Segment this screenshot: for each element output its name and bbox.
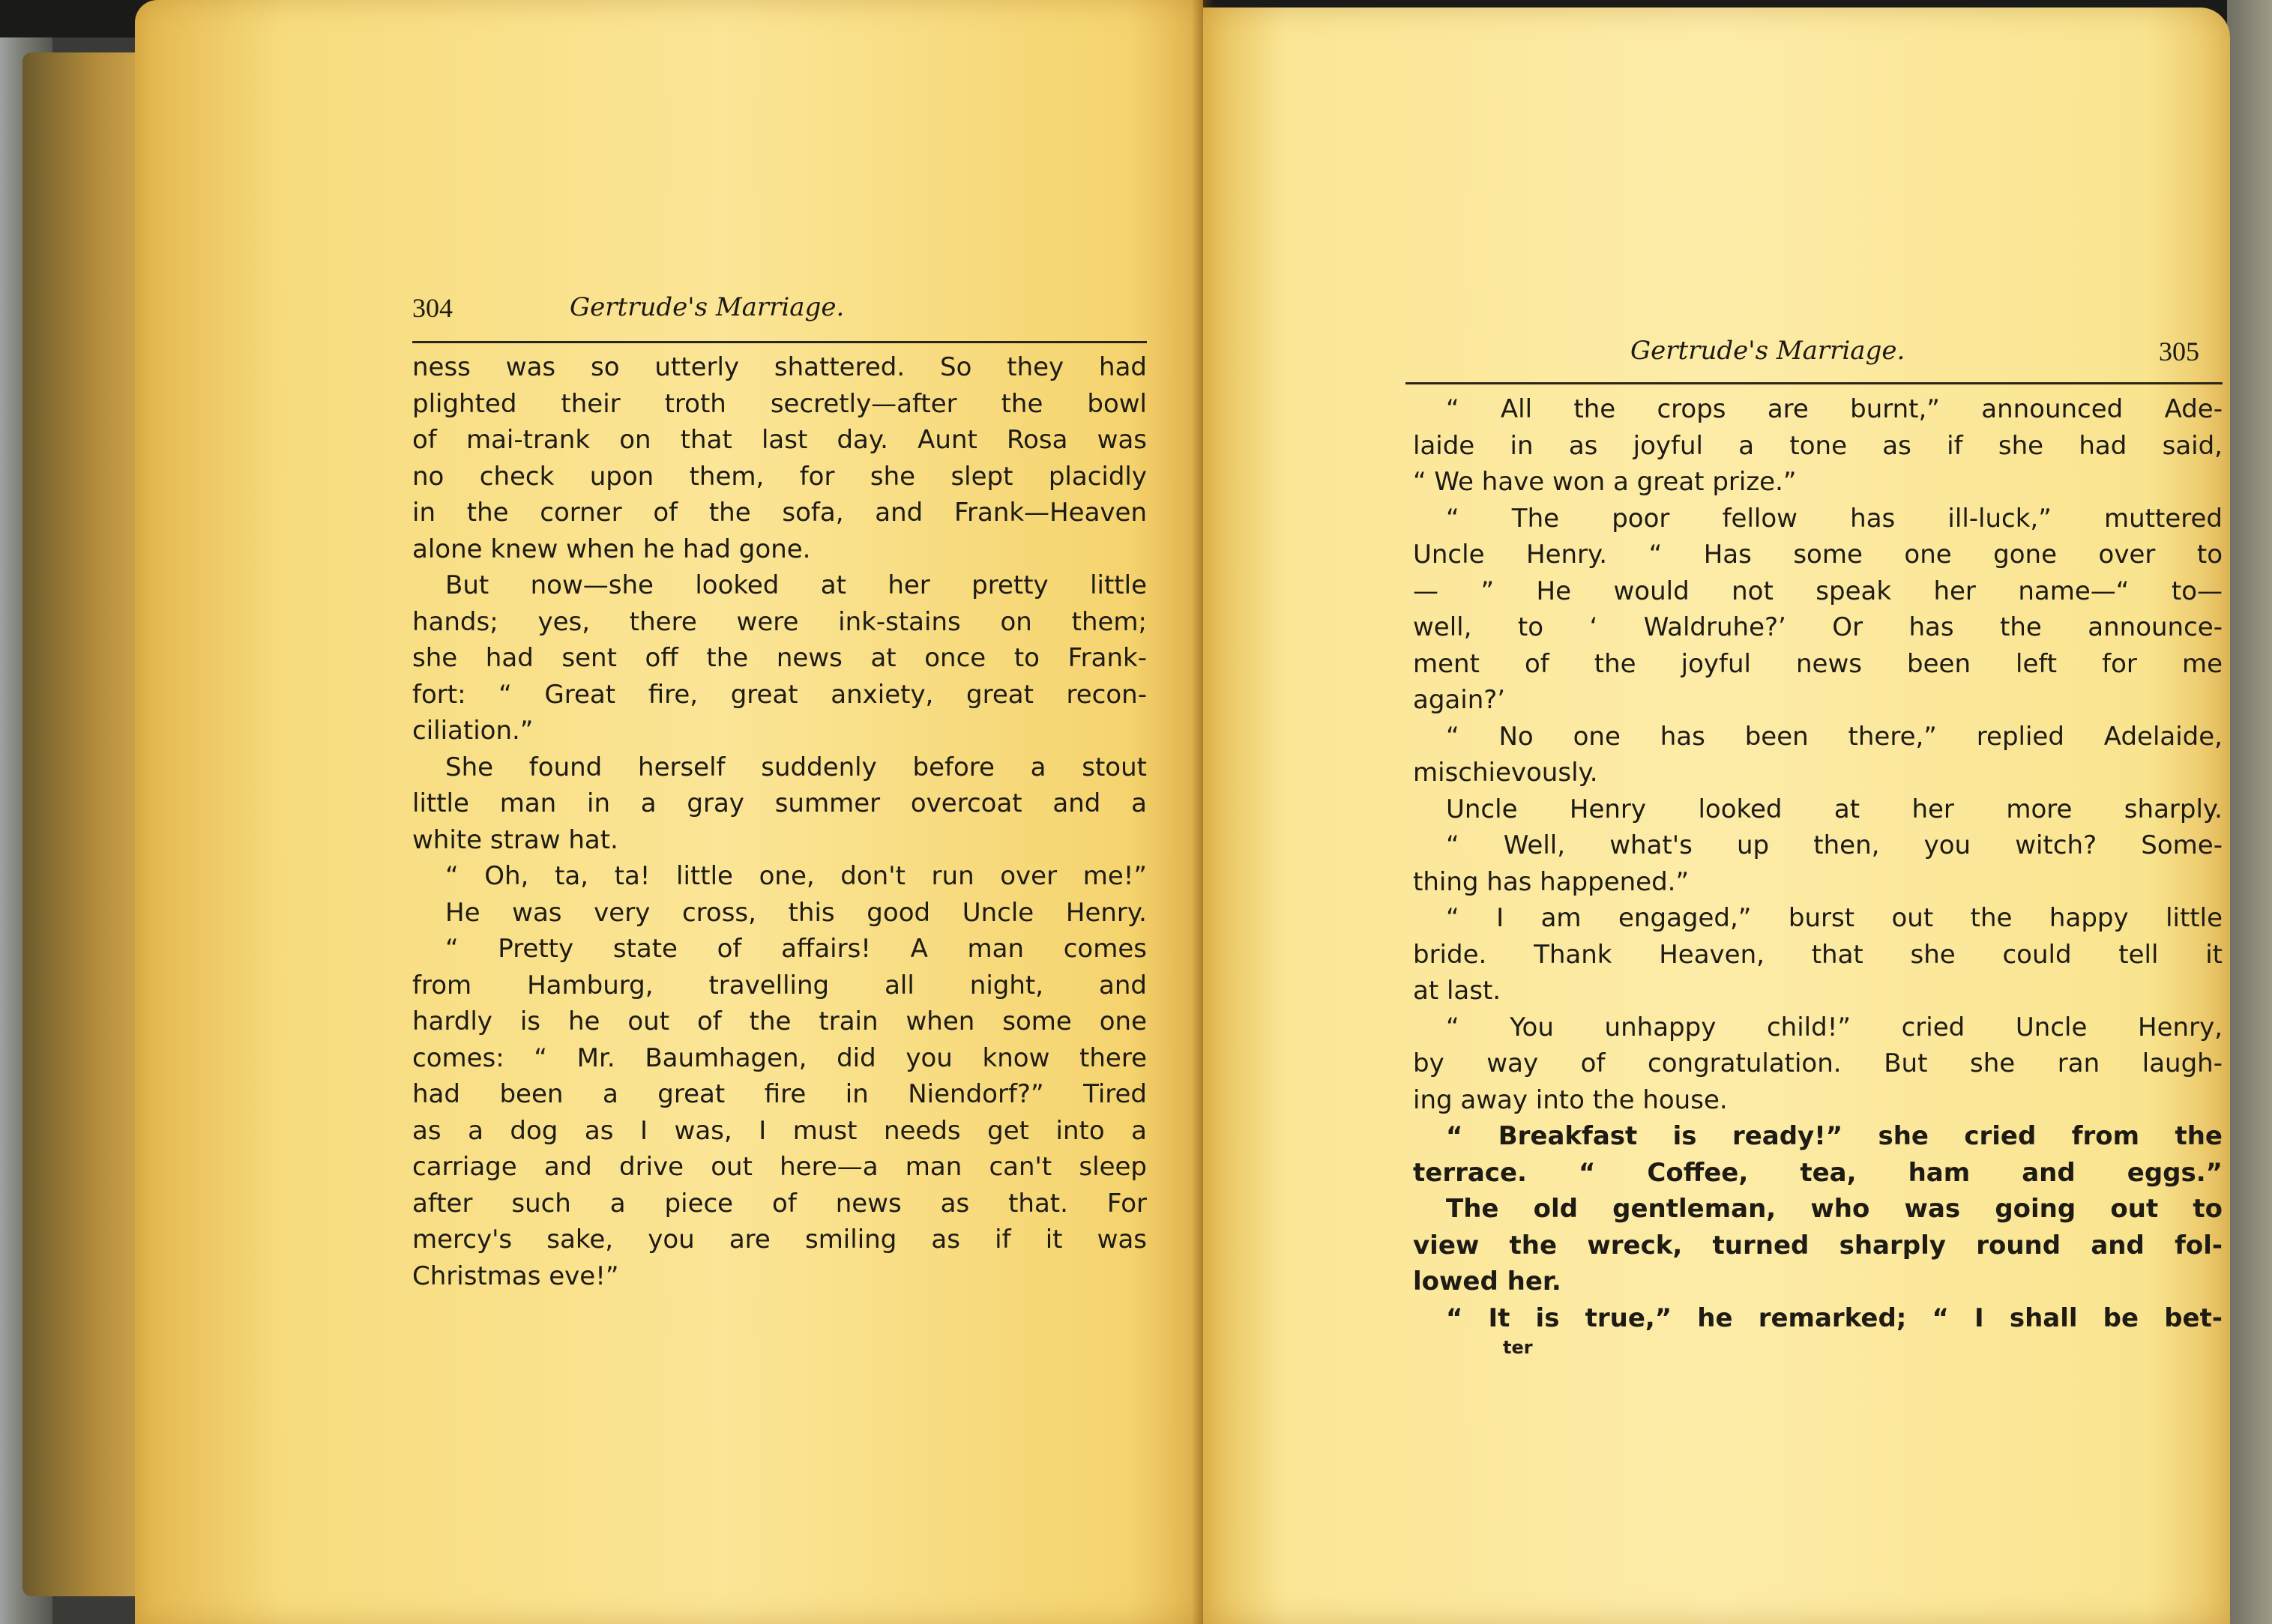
text-line: in the corner of the sofa, and Frank—Heaven	[412, 498, 1147, 528]
text-line: “ Pretty state of affairs! A man comes	[445, 934, 1147, 964]
text-line: “ It is true,” he remarked; “ I shall be bet-	[1446, 1302, 2223, 1333]
right-page-text	[1413, 391, 2223, 1359]
text-line: carriage and drive out here—a man can't sleep	[412, 1152, 1147, 1182]
text-line: ter	[1503, 1337, 1533, 1358]
header-rule	[412, 341, 1147, 343]
text-line: bride. Thank Heaven, that she could tell it	[1413, 939, 2223, 970]
text-line: mercy's sake, you are smiling as if it was	[412, 1225, 1147, 1255]
text-line: she had sent off the news at once to Frank-	[412, 643, 1147, 673]
text-line: “ Well, what's up then, you witch? Some-	[1446, 830, 2223, 860]
text-line: hands; yes, there were ink-stains on them;	[412, 606, 1147, 637]
page-number: 305	[2159, 336, 2199, 366]
text-line: ness was so utterly shattered. So they had	[412, 352, 1147, 382]
text-line: alone knew when he had gone.	[412, 534, 811, 564]
text-line: “ No one has been there,” replied Adelaide,	[1446, 721, 2223, 752]
text-line: “ Oh, ta, ta! little one, don't run over me!”	[445, 861, 1147, 891]
text-line: ment of the joyful news been left for me	[1413, 648, 2223, 679]
left-page-header	[412, 292, 1147, 328]
text-line: hardly is he out of the train when some one	[412, 1006, 1147, 1036]
running-title: Gertrude's Marriage.	[1630, 336, 1905, 366]
text-line: at last.	[1413, 976, 1501, 1006]
right-page	[1203, 7, 2230, 1624]
text-line: The old gentleman, who was going out to	[1446, 1194, 2223, 1224]
running-title: Gertrude's Marriage.	[570, 292, 845, 322]
text-line: lowed her.	[1413, 1267, 1561, 1297]
text-line: ing away into the house.	[1413, 1084, 1728, 1115]
text-line: ciliation.”	[412, 716, 534, 746]
left-page	[135, 0, 1203, 1624]
header-rule	[1405, 382, 2223, 384]
text-line: terrace. “ Coffee, tea, ham and eggs.”	[1413, 1157, 2223, 1188]
text-line: fort: “ Great fire, great anxiety, great recon-	[412, 679, 1147, 710]
text-line: by way of congratulation. But she ran laugh-	[1413, 1048, 2223, 1078]
text-line: view the wreck, turned sharply round and fol-	[1413, 1230, 2223, 1261]
text-line: He was very cross, this good Uncle Henry.	[445, 897, 1147, 928]
text-line: thing has happened.”	[1413, 866, 1690, 897]
text-line: “ The poor fellow has ill-luck,” muttered	[1446, 503, 2223, 534]
text-line: plighted their troth secretly—after the bowl	[412, 388, 1147, 419]
text-line: — ” He would not speak her name—“ to—	[1413, 576, 2223, 606]
text-line: Uncle Henry looked at her more sharply.	[1446, 794, 2223, 824]
left-page-text	[412, 349, 1147, 1294]
text-line: Uncle Henry. “ Has some one gone over to	[1413, 540, 2223, 570]
text-line: She found herself suddenly before a stout	[445, 752, 1147, 782]
text-line: as a dog as I was, I must needs get into a	[412, 1115, 1147, 1146]
text-line: little man in a gray summer overcoat and a	[412, 788, 1147, 818]
text-line: well, to ‘ Waldruhe?’ Or has the announce-	[1413, 612, 2223, 642]
text-line: after such a piece of news as that. For	[412, 1188, 1147, 1219]
text-line: from Hamburg, travelling all night, and	[412, 970, 1147, 1000]
text-line: comes: “ Mr. Baumhagen, did you know there	[412, 1042, 1147, 1073]
text-line: “ We have won a great prize.”	[1413, 467, 1797, 497]
text-line: mischievously.	[1413, 758, 1598, 788]
text-line: laide in as joyful a tone as if she had said,	[1413, 430, 2223, 461]
right-page-header	[1405, 336, 2223, 372]
page-number: 304	[412, 293, 453, 323]
text-line: no check upon them, for she slept placidly	[412, 461, 1147, 492]
text-line: of mai-trank on that last day. Aunt Rosa was	[412, 425, 1147, 455]
text-line: “ I am engaged,” burst out the happy little	[1446, 903, 2223, 933]
text-line: “ All the crops are burnt,” announced Ade-	[1446, 394, 2223, 424]
text-line: “ You unhappy child!” cried Uncle Henry,	[1446, 1012, 2223, 1042]
page-edges-left	[22, 52, 150, 1596]
text-line: “ Breakfast is ready!” she cried from the	[1446, 1121, 2223, 1151]
text-line: white straw hat.	[412, 824, 618, 855]
book-cover-right-edge	[2227, 0, 2272, 1624]
text-line: But now—she looked at her pretty little	[445, 570, 1147, 600]
text-line: Christmas eve!”	[412, 1261, 619, 1291]
text-line: had been a great fire in Niendorf?” Tired	[412, 1079, 1147, 1109]
text-line: again?’	[1413, 685, 1506, 715]
